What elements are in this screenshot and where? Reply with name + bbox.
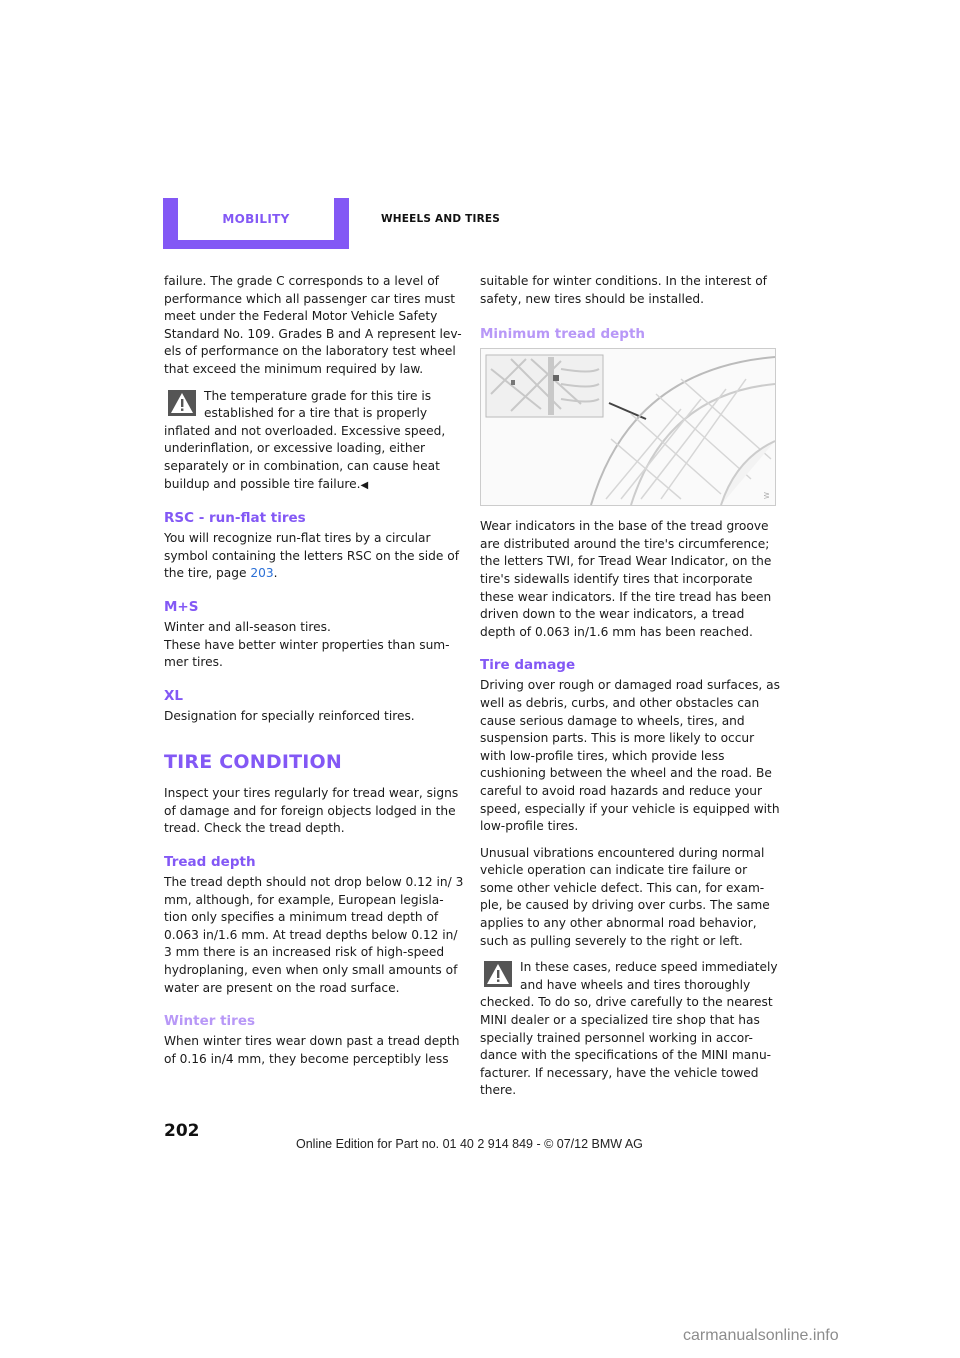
footer-edition: Online Edition for Part no. 01 40 2 914 849 - © 07/12 BMW AG xyxy=(296,1137,643,1151)
condition-text: Inspect your tires regularly for tread wear, signs of damage and for foreign objects lodged in the tread. Check the tread depth. xyxy=(164,786,459,836)
rsc-heading: RSC - run-flat tires xyxy=(164,510,306,527)
vibration-text: Unusual vibrations encountered during normal vehicle operation can indicate tire failure or some other vehicle defect. This can, for exam-ple, be caused by driving over curbs. The same applies to any other abnormal road behavior, such as pulling severely to the right or left. xyxy=(480,845,770,948)
right-column xyxy=(480,273,780,1109)
end-mark-icon: ◀ xyxy=(360,479,369,491)
tire-damage-text: Driving over rough or damaged road surfaces, as well as debris, curbs, and other obstacles can cause serious damage to wheels, tires, and suspension parts. This is more likely to occur with low-profile tires, which provide less cushioning between the wheel and the road. Be careful to avoid road hazards and reduce your speed, especially if your vehicle is equipped with low-profile tires. xyxy=(480,678,780,834)
page-link[interactable]: 203 xyxy=(250,566,274,581)
xl-text: Designation for specially reinforced tires. xyxy=(164,708,415,723)
warning-note-2 xyxy=(480,959,780,1100)
ms-text-1: Winter and all-season tires. xyxy=(164,619,331,634)
tire-illustration-graphic xyxy=(481,349,775,505)
xl-heading: XL xyxy=(164,687,184,704)
min-tread-heading: Minimum tread depth xyxy=(480,326,646,343)
intro-paragraph: failure. The grade C corresponds to a level of performance which all passenger car tires must meet under the Federal Motor Vehicle Safety Standard No. 109. Grades B and A represent lev-els of performance on the laboratory test wheel that exceed the minimum required by law. xyxy=(164,274,462,376)
warning-icon xyxy=(168,390,196,416)
left-column: failure. The grade C corresponds to a level of performance which all passenger car tires must meet under the Federal Motor Vehicle Safety Standard No. 109. Grades B and A represent lev-els of performance on the laboratory test wheel that exceed the minimum required by law. The temperature grade for this tire is established for a tire that is properly inflated and not overloaded. Excessive speed, underinflation, or excessive loading, either separately or in combination, can cause heat buildup and possible tire failure.◀ RSC - run-flat tires You will recognize run-flat tires by a circular symbol containing the letters RSC on the side of the tire, page 203. M+S Winter and all-season tires. These have better winter properties than sum-mer tires. XL Designation for specially reinforced tires. TIRE CONDITION Inspect your tires regularly for tread wear, signs of damage and for foreign objects lodged in the tread. Check the tread depth. Tread depth The tread depth should not drop below 0.12 in/ 3 mm, although, for example, European legisla-tion only specifies a minimum tread depth of 0.063 in/1.6 mm. At tread depths below 0.12 in/ 3 mm there is an increased risk of high-speed hydroplaning, even when only small amounts of water are present on the road surface. Winter tires When winter tires wear down past a tread depth of 0.16 in/4 mm, they become perceptibly less xyxy=(164,273,464,1077)
ms-heading: M+S xyxy=(164,598,199,615)
winter-tires-heading: Winter tires xyxy=(164,1013,256,1030)
warning-note xyxy=(164,388,464,495)
tire-condition-heading: TIRE CONDITION xyxy=(164,751,342,774)
chapter-tab xyxy=(163,198,349,249)
page-number: 202 xyxy=(164,1121,200,1141)
section-title: WHEELS AND TIRES xyxy=(381,213,500,225)
watermark: carmanualsonline.info xyxy=(683,1327,839,1344)
tire-illustration xyxy=(480,348,776,506)
tire-damage-heading: Tire damage xyxy=(480,657,576,674)
wear-indicator-text: Wear indicators in the base of the tread groove are distributed around the tire's circumference; the letters TWI, for Tread Wear Indicator, on the tire's sidewalls identify tires that incorporate these wear indicators. If the tire tread has been driven down to the wear indicators, a tread depth of 0.063 in/1.6 mm has been reached. xyxy=(480,519,772,639)
svg-text:W: W xyxy=(763,492,771,500)
tread-depth-text: The tread depth should not drop below 0.12 in/ 3 mm, although, for example, European legisla-tion only specifies a minimum tread depth of 0.063 in/1.6 mm. At tread depths below 0.12 in/ 3 mm there is an increased risk of high-speed hydroplaning, even when only small amounts of water are present on the road surface. xyxy=(164,875,464,995)
warning-text: The temperature grade for this tire is established for a tire that is properly inflated and not overloaded. Excessive speed, underinflation, or excessive loading, either separately or in combination, can cause heat buildup and possible tire failure. xyxy=(164,388,446,491)
winter-tires-text: When winter tires wear down past a tread depth of 0.16 in/4 mm, they become perceptibly less xyxy=(164,1034,460,1066)
rsc-text: You will recognize run-flat tires by a circular symbol containing the letters RSC on the side of the tire, page xyxy=(164,531,460,581)
warning-icon xyxy=(484,961,512,987)
ms-text-2: These have better winter properties than sum-mer tires. xyxy=(164,637,450,670)
chapter-title: MOBILITY xyxy=(222,212,290,226)
tread-depth-heading: Tread depth xyxy=(164,854,256,871)
warning-text-2: In these cases, reduce speed immediately and have wheels and tires thoroughly checked. To do so, drive carefully to the nearest MINI dealer or a specialized tire shop that has specially trained personnel working in accor-dance with the specifications of the MINI manu-facturer. If necessary, have the vehicle towed there. xyxy=(480,960,778,1098)
winter-continued-text: suitable for winter conditions. In the interest of safety, new tires should be installed. xyxy=(480,274,767,306)
